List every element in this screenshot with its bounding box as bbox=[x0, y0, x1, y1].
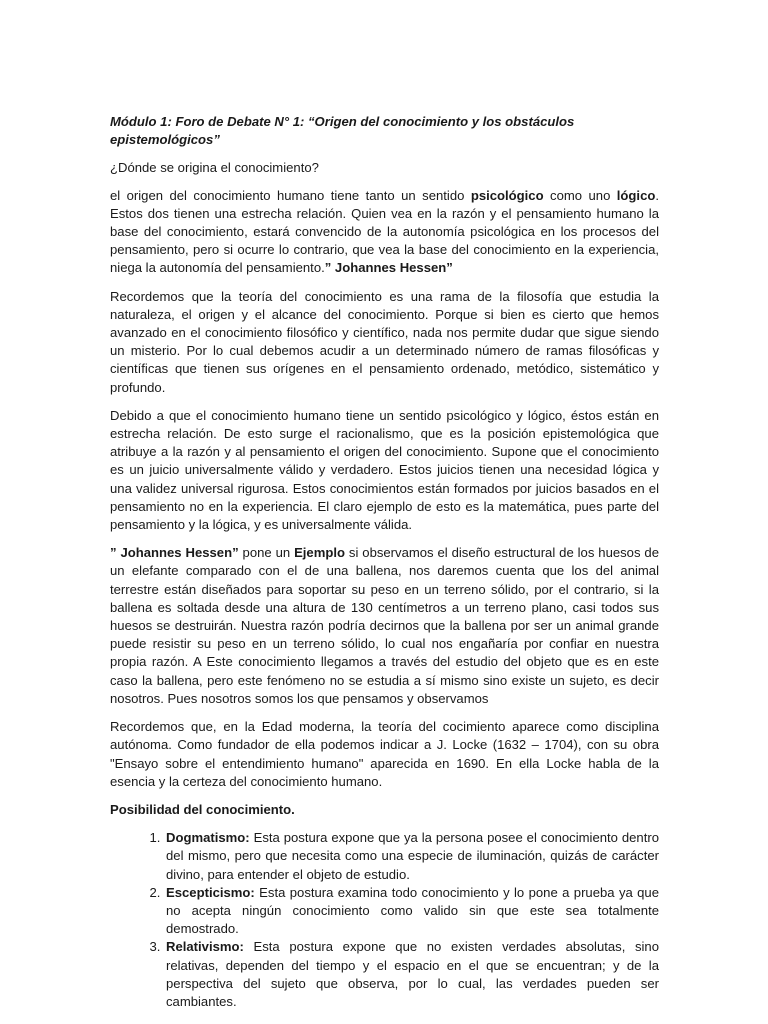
p4-text-c: si observamos el diseño estructural de los huesos de un elefante comparado con el de una ballena, nos daremos cuenta que los del animal terrestre están diseñados para soportar su peso en un terreno sólido, por el contrario, si la ballena es soltada desde una altura de 130 centímetros a un terreno plano, casi todos sus huesos se destruirán. Nuestra razón podría decirnos que la ballena por ser un animal grande puede resistir su peso en un terreno sólido, lo cual nos engañaría por confiar en nuestra propia razón. A Este conocimiento llegamos a través del estudio del objeto que es en este caso la ballena, pero este fenómeno no se estudia a sí mismo sino existe un sujeto, es decir nosotros. Pues nosotros somos los que pensamos y observamos bbox=[110, 545, 659, 706]
paragraph-3: Debido a que el conocimiento humano tiene un sentido psicológico y lógico, éstos están en estrecha relación. De esto surge el racionalismo, que es la posición epistemológica que atribuye a la razón y al pensamiento el origen del conocimiento. Supone que el conocimiento es un juicio universalmente válido y verdadero. Estos juicios tienen una necesidad lógica y una validez universal rigurosa. Estos conocimientos están formados por juicios basados en el pensamiento no en la experiencia. El claro ejemplo de esto es la matemática, pues parte del pensamiento y la lógica, y es universalmente válida. bbox=[110, 407, 659, 533]
p4-lead-author: ” Johannes Hessen” bbox=[110, 545, 239, 561]
paragraph-5: Recordemos que, en la Edad moderna, la teoría del cocimiento aparece como disciplina autónoma. Como fundador de ella podemos indicar a J. Locke (1632 – 1704), con su obra "Ensayo sobre el entendimiento humano" aparecida en 1690. En ella Locke habla de la esencia y la certeza del conocimiento humano. bbox=[110, 719, 659, 789]
list-item-term: Relativismo: bbox=[166, 939, 244, 955]
p4-term-ejemplo: Ejemplo bbox=[294, 545, 345, 561]
p1-term-psicologico: psicológico bbox=[470, 187, 544, 203]
p1-text-a: el origen del conocimiento humano tiene tanto un sentido bbox=[110, 187, 471, 203]
list-item-text: Esta postura examina todo conocimiento y lo pone a prueba ya que no acepta ningún conocimiento como valido sin que este sea totalmente demostrado. bbox=[166, 884, 659, 937]
page-title: Módulo 1: Foro de Debate N° 1: “Origen del conocimiento y los obstáculos epistemológicos” bbox=[110, 114, 575, 148]
p1-term-logico: lógico bbox=[616, 187, 656, 203]
paragraph-2: Recordemos que la teoría del conocimiento es una rama de la filosofía que estudia la naturaleza, el origen y el alcance del conocimiento. Porque si bien es cierto que hemos avanzado en el conocimiento filosófico y científico, nada nos permite dudar que sigue siendo un misterio. Por lo cual debemos acudir a un determinado número de ramas filosóficas y científicas que tienen sus orígenes en el pensamiento ordenado, metódico, sistemático y profundo. bbox=[110, 288, 659, 395]
p1-text-c: como uno bbox=[543, 187, 617, 203]
p1-text-e: . Estos dos tienen una estrecha relación. Quien vea en la razón y el pensamiento humano la base del conocimiento, estará convencido de la autonomía psicológica en los procesos del pensamiento, pero si ocurre lo contrario, que vea la base del conocimiento en la experiencia, niega la autonomía del pensamiento. bbox=[110, 187, 659, 276]
paragraph-4 bbox=[110, 544, 659, 708]
list-item-term: Escepticismo: bbox=[166, 884, 255, 900]
list-item-text: Esta postura expone que ya la persona posee el conocimiento dentro del mismo, pero que necesita como una especie de iluminación, quizás de carácter divino, para entender el objeto de estudio. bbox=[166, 830, 659, 882]
p4-text-a: pone un bbox=[238, 545, 295, 561]
list-item bbox=[164, 938, 659, 1011]
question: ¿Dónde se origina el conocimiento? bbox=[110, 160, 319, 176]
p1-author: ” Johannes Hessen” bbox=[324, 260, 453, 276]
list-item bbox=[164, 884, 659, 939]
list-item-text: Esta postura expone que no existen verdades absolutas, sino relativas, dependen del tiempo y el espacio en el que se encuentran; y de la perspectiva del sujeto que observa, por lo cual, las verdades pueden ser cambiantes. bbox=[166, 939, 659, 1009]
list-item bbox=[164, 829, 659, 884]
section-heading: Posibilidad del conocimiento. bbox=[110, 801, 295, 817]
paragraph-1 bbox=[110, 187, 659, 278]
list-item-term: Dogmatismo: bbox=[166, 830, 250, 846]
possibility-list bbox=[110, 829, 659, 1011]
